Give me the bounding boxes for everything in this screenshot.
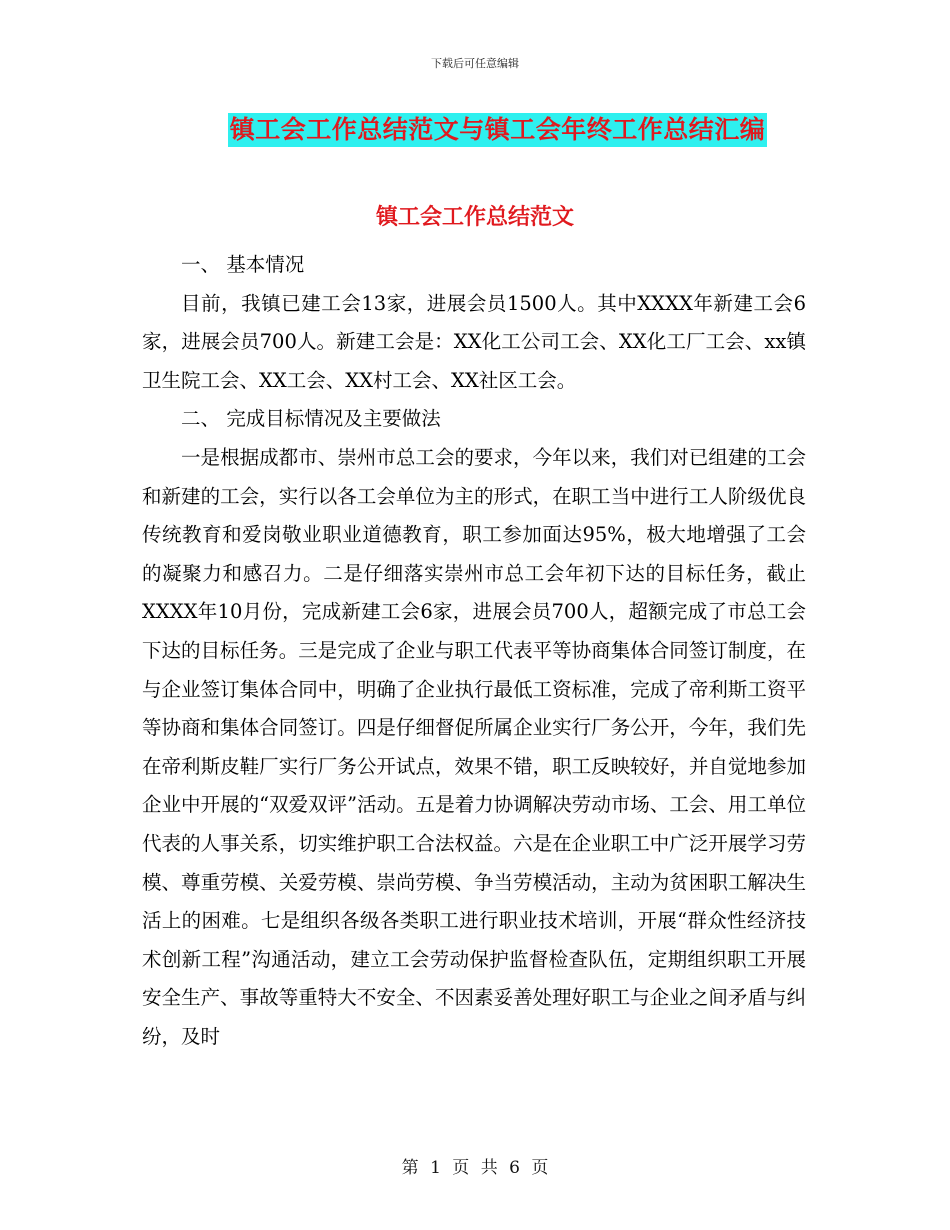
section-title: 镇工会工作总结范文	[375, 204, 574, 230]
paragraph-basic: 目前，我镇已建工会13家，进展会员1500人。其中XXXX年新建工会6 家，进展会员700人。新建工会是：XX化工公司工会、XX化工厂工会、xx镇卫生院工会、XX工会、XX村工会、XX社区工会。	[142, 291, 806, 392]
document-title	[0, 113, 950, 147]
section-heading-basic: 一、 基本情况	[181, 253, 305, 276]
section-heading-goals: 二、 完成目标情况及主要做法	[181, 407, 441, 431]
document-body	[142, 246, 806, 1056]
paragraph-goals: 一是根据成都市、崇州市总工会的要求，今年以来，我们对已组建的工会和新建的工会，实行以各工会单位为主的形式，在职工当中进行工人阶级优良传统教育和爱岗敬业职业道德教育，职工参加面达95%，极大地增强了工会的凝聚力和感召力。二是仔细落实崇州市总工会年初下达的目标任务，截止XXXX年10月份，完成新建工会6家，进展会员700人，超额完成了市总工会下达的目标任务。三是完成了企业与职工代表平等协商集体合同签订制度，在与企业签订集体合同中，明确了企业执行最低工资标准，完成了帝利斯工资平等协商和集体合同签订。四是仔细督促所属企业实行厂务公开，今年，我们先在帝利斯皮鞋厂实行厂务公开试点，效果不错，职工反映较好，并自觉地参加企业中开展的“双爱双评”活动。五是着力协调解决劳动市场、工会、用工单位代表的人事关系，切实维护职工合法权益。六是在企业职工中广泛开展学习劳模、尊重劳模、关爱劳模、崇尚劳模、争当劳模活动，主动为贫困职工解决生活上的困难。七是组织各级各类职工进行职业技术培训，开展“群众性经济技术创新工程”沟通活动，建立工会劳动保护监督检查队伍，定期组织职工开展安全生产、事故等重特大不安全、不因素妥善处理好职工与企业之间矛盾与纠纷，及时	[142, 445, 806, 1048]
document-title-text: 镇工会工作总结范文与镇工会年终工作总结汇编	[228, 113, 768, 147]
header-note: 下载后可任意编辑	[431, 57, 519, 70]
page-footer: 第 1 页 共 6 页	[401, 1158, 549, 1178]
